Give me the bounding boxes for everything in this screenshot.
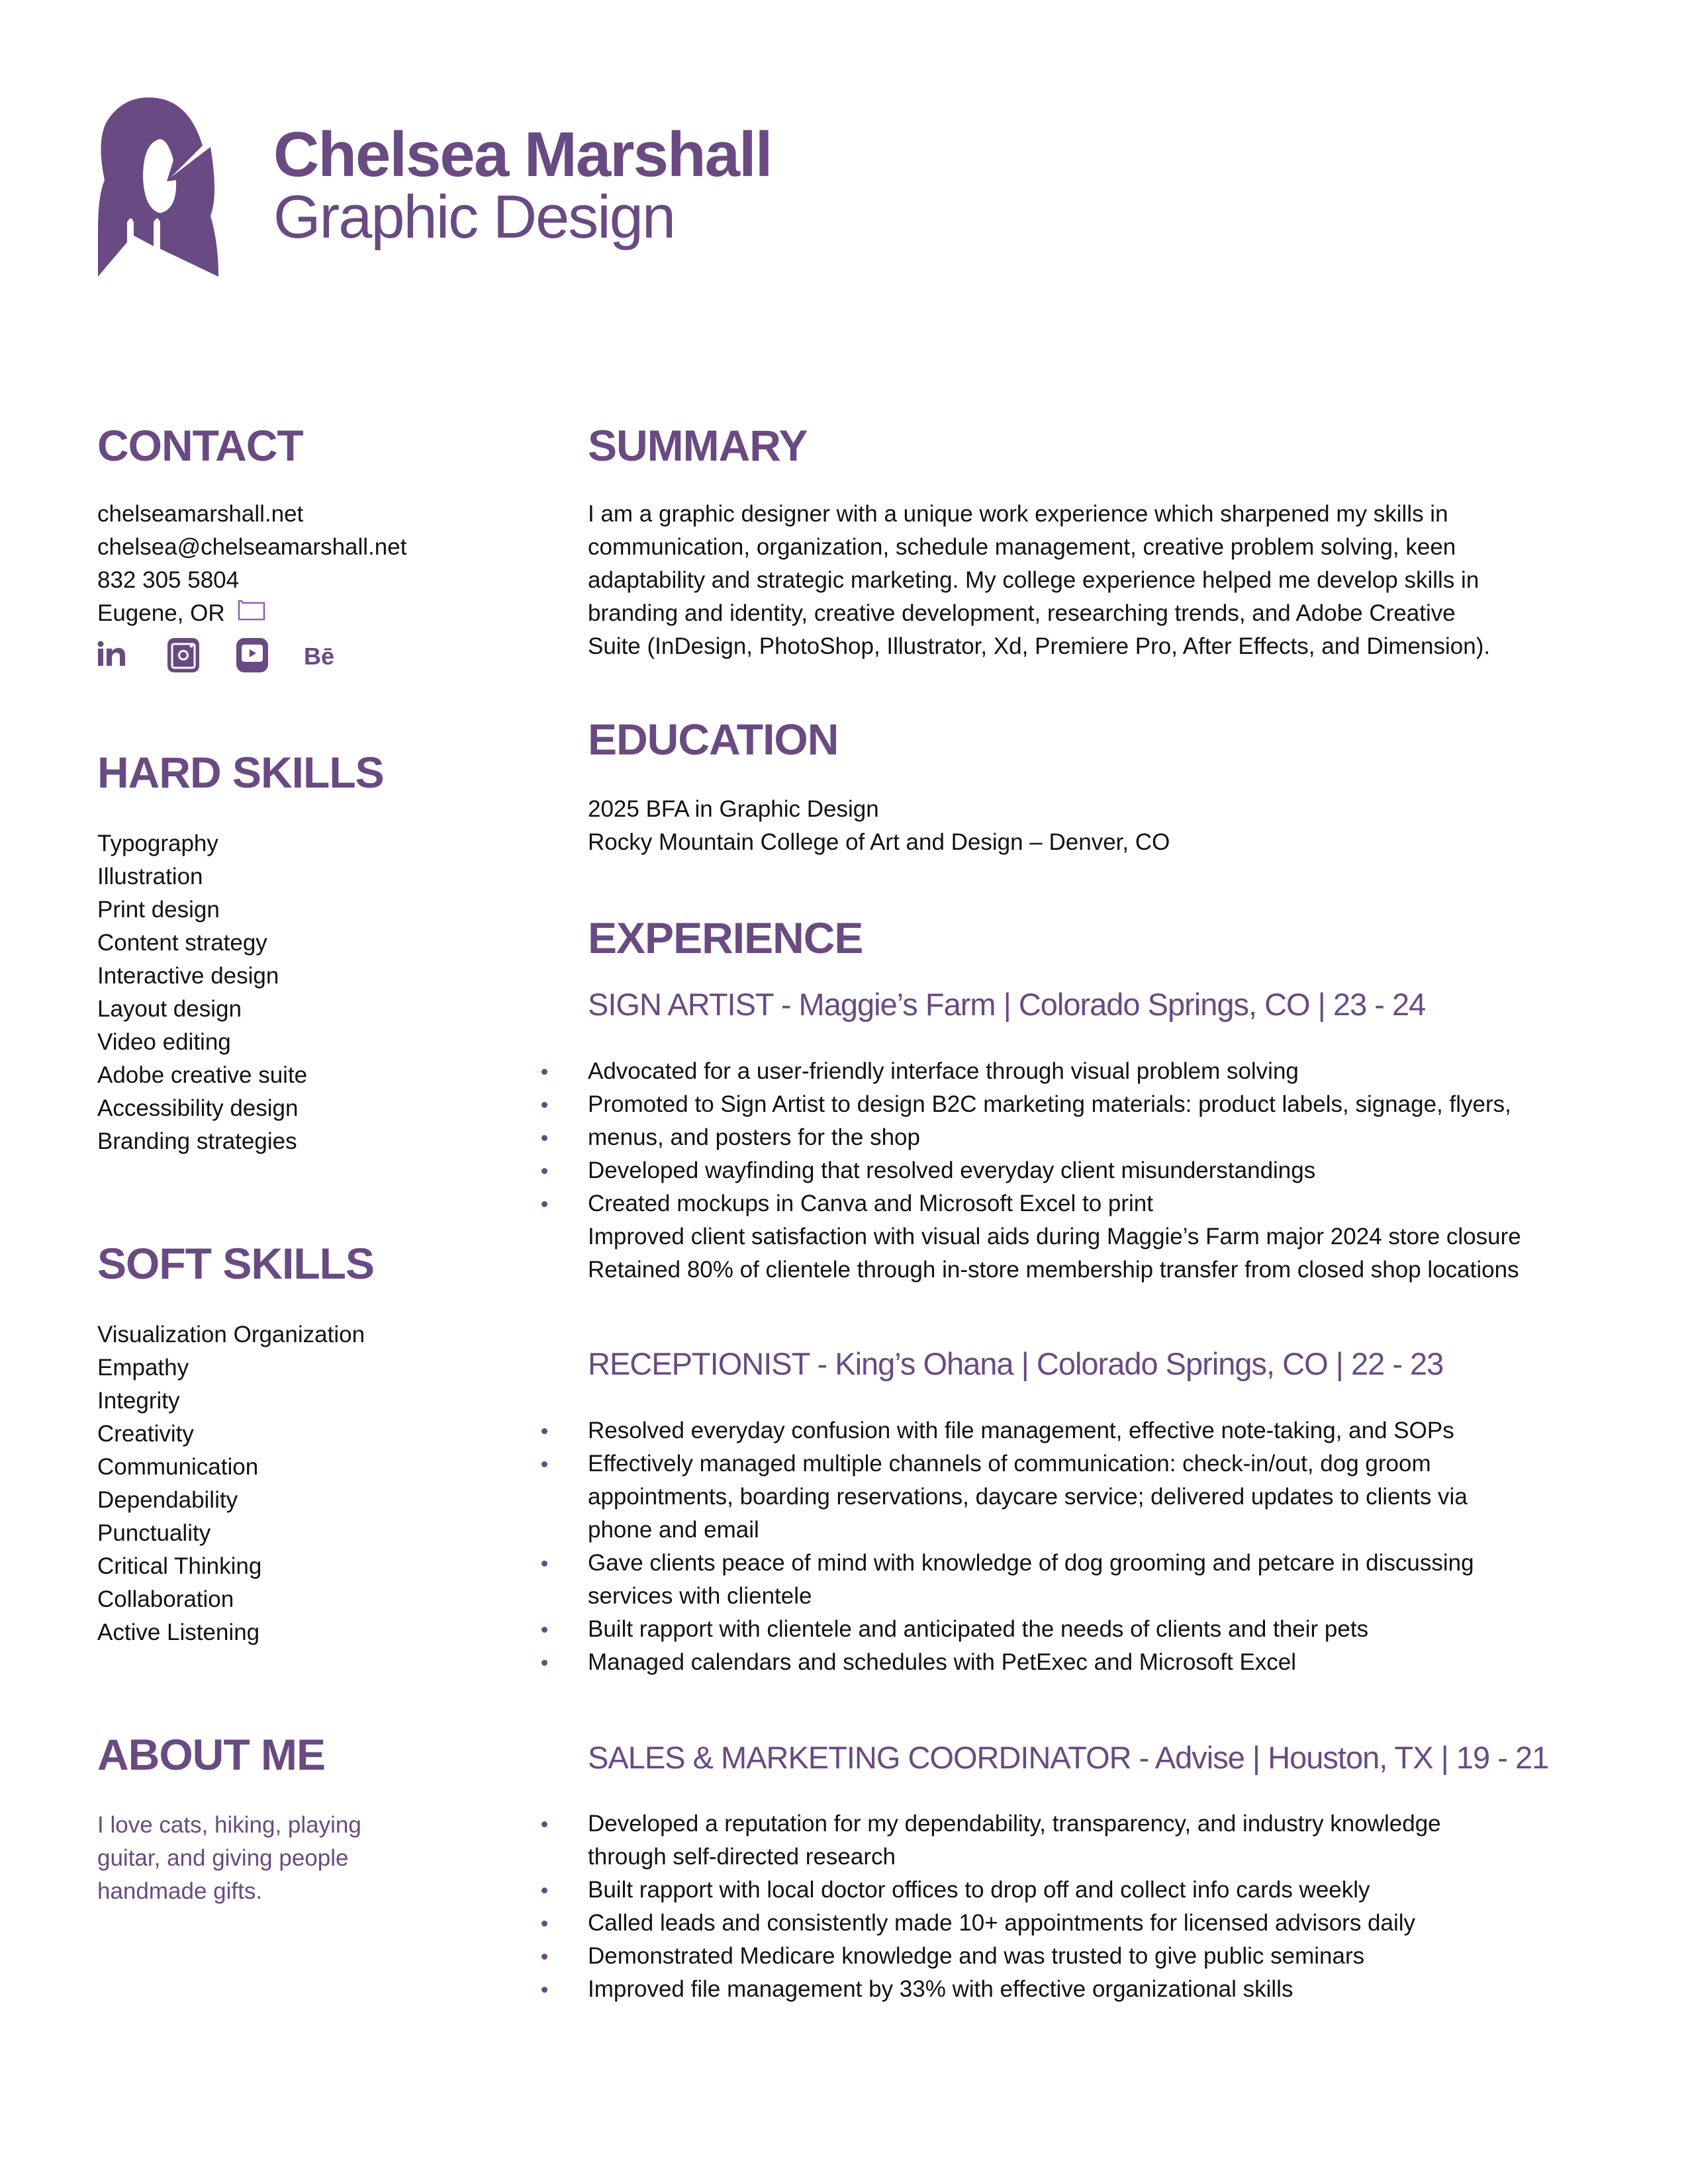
bullet-item	[588, 1480, 1474, 1514]
bullet-icon	[541, 1168, 547, 1174]
summary-text	[588, 498, 1490, 663]
bullet-item	[588, 1154, 1521, 1187]
job-title: RECEPTIONIST - King’s Ohana | Colorado Springs, CO | 22 - 23	[588, 1346, 1444, 1381]
bullet-text: Created mockups in Canva and Microsoft Excel to print	[588, 1191, 1153, 1216]
skill-item: Content strategy	[97, 930, 267, 956]
bullet-item	[588, 1547, 1474, 1580]
education-heading: EDUCATION	[588, 715, 839, 764]
experience-heading: EXPERIENCE	[588, 913, 863, 962]
bullet-text: Retained 80% of clientele through in-store membership transfer from closed shop locations	[588, 1257, 1519, 1283]
social-icons	[97, 637, 373, 676]
bullet-item	[588, 1940, 1441, 1973]
skill-item: Creativity	[97, 1421, 194, 1447]
bullet-item	[588, 1973, 1441, 2006]
about-text	[97, 1809, 361, 1908]
subtitle: Graphic Design	[273, 183, 675, 251]
summary-line: adaptability and strategic marketing. My college experience helped me develop skills in	[588, 567, 1479, 593]
about-heading: ABOUT ME	[97, 1730, 325, 1779]
bullet-item	[588, 1613, 1474, 1646]
bullet-icon	[541, 1201, 547, 1207]
bullet-text: through self-directed research	[588, 1844, 896, 1870]
about-line: guitar, and giving people	[97, 1845, 349, 1871]
bullet-item	[588, 1055, 1521, 1088]
bullet-item	[588, 1646, 1474, 1679]
bullet-item	[588, 1187, 1521, 1220]
bullet-item	[588, 1447, 1474, 1480]
bullet-icon	[541, 1888, 547, 1893]
skill-item: Collaboration	[97, 1586, 234, 1612]
skill-item: Illustration	[97, 864, 203, 889]
skill-item: Visualization Organization	[97, 1322, 365, 1347]
bullet-text: Called leads and consistently made 10+ appointments for licensed advisors daily	[588, 1910, 1416, 1936]
bullet-item	[588, 1807, 1441, 1841]
bullet-item	[588, 1580, 1474, 1613]
skill-item: Interactive design	[97, 963, 279, 989]
bullet-item	[588, 1841, 1441, 1874]
bullet-icon	[541, 1461, 547, 1467]
bullet-text: Built rapport with clientele and anticipated the needs of clients and their pets	[588, 1616, 1369, 1642]
instagram-icon[interactable]	[166, 637, 235, 676]
skill-item: Empathy	[97, 1355, 189, 1381]
job-bullets	[588, 1055, 1521, 1287]
bullet-text: Built rapport with local doctor offices to drop off and collect info cards weekly	[588, 1877, 1370, 1903]
summary-line: branding and identity, creative development, researching trends, and Adobe Creative	[588, 600, 1456, 626]
about-line: handmade gifts.	[97, 1878, 263, 1904]
behance-icon[interactable]	[304, 637, 373, 676]
bullet-icon	[541, 1561, 547, 1567]
bullet-text: appointments, boarding reservations, daycare service; delivered updates to clients via	[588, 1484, 1468, 1510]
skill-item: Accessibility design	[97, 1095, 299, 1121]
about-line: I love cats, hiking, playing	[97, 1812, 361, 1838]
bullet-text: Effectively managed multiple channels of communication: check-in/out, dog groom	[588, 1451, 1431, 1477]
location: Eugene, OR	[97, 597, 406, 630]
bullet-text: Promoted to Sign Artist to design B2C marketing materials: product labels, signage, flyers,	[588, 1091, 1511, 1117]
skill-item: Adobe creative suite	[97, 1062, 308, 1088]
skill-item: Print design	[97, 897, 220, 923]
bullet-text: Advocated for a user-friendly interface through visual problem solving	[588, 1058, 1299, 1084]
education-text	[588, 793, 1170, 859]
oregon-state-icon	[238, 600, 265, 621]
skill-item: Branding strategies	[97, 1128, 297, 1154]
summary-line: communication, organization, schedule management, creative problem solving, keen	[588, 534, 1456, 560]
skill-item: Typography	[97, 831, 218, 856]
bullet-text: Developed wayfinding that resolved everyday client misunderstandings	[588, 1158, 1316, 1183]
bullet-text: Resolved everyday confusion with file management, effective note-taking, and SOPs	[588, 1418, 1454, 1443]
bullet-item	[588, 1088, 1521, 1121]
bullet-text: Managed calendars and schedules with PetExec and Microsoft Excel	[588, 1649, 1297, 1675]
soft-skills-list	[97, 1318, 365, 1649]
bullet-icon	[541, 1954, 547, 1960]
bullet-text: phone and email	[588, 1517, 759, 1543]
bullet-item	[588, 1121, 1521, 1154]
hard-skills-list	[97, 827, 307, 1158]
svg-text:Bē: Bē	[304, 643, 335, 668]
summary-line: Suite (InDesign, PhotoShop, Illustrator, Xd, Premiere Pro, After Effects, and Dimension).	[588, 633, 1491, 659]
bullet-text: Developed a reputation for my dependability, transparency, and industry knowledge	[588, 1811, 1441, 1837]
job-title: SALES & MARKETING COORDINATOR - Advise | Houston, TX | 19 - 21	[588, 1740, 1549, 1775]
contact-heading: CONTACT	[97, 421, 303, 470]
bullet-icon	[541, 1660, 547, 1666]
skill-item: Communication	[97, 1454, 259, 1480]
bullet-item	[588, 1253, 1521, 1287]
youtube-icon[interactable]	[235, 637, 304, 676]
bullet-text: Improved file management by 33% with effective organizational skills	[588, 1976, 1293, 2002]
phone: 832 305 5804	[97, 567, 240, 593]
skill-item: Layout design	[97, 996, 242, 1022]
bullet-icon	[541, 1069, 547, 1075]
summary-heading: SUMMARY	[588, 421, 808, 470]
bullet-item	[588, 1414, 1474, 1447]
email-link[interactable]: chelsea@chelseamarshall.net	[97, 534, 407, 560]
bullet-item	[588, 1907, 1441, 1940]
bullet-icon	[541, 1428, 547, 1434]
bullet-icon	[541, 1987, 547, 1993]
soft-skills-heading: SOFT SKILLS	[97, 1239, 374, 1288]
school: Rocky Mountain College of Art and Design – Denver, CO	[588, 829, 1170, 855]
bullet-text: Gave clients peace of mind with knowledge of dog grooming and petcare in discussing	[588, 1550, 1474, 1576]
bullet-icon	[541, 1821, 547, 1827]
skill-item: Punctuality	[97, 1520, 211, 1546]
logo-icon	[97, 97, 238, 278]
bullet-icon	[541, 1627, 547, 1633]
job-bullets	[588, 1807, 1441, 2006]
degree: 2025 BFA in Graphic Design	[588, 796, 879, 822]
skill-item: Dependability	[97, 1487, 238, 1513]
bullet-item	[588, 1514, 1474, 1547]
bullet-text: menus, and posters for the shop	[588, 1124, 920, 1150]
skill-item: Active Listening	[97, 1619, 260, 1645]
bullet-text: services with clientele	[588, 1583, 812, 1609]
bullet-icon	[541, 1921, 547, 1927]
linkedin-icon[interactable]	[97, 637, 166, 676]
bullet-text: Demonstrated Medicare knowledge and was trusted to give public seminars	[588, 1943, 1365, 1969]
bullet-item	[588, 1220, 1521, 1253]
job-title: SIGN ARTIST - Maggie’s Farm | Colorado Springs, CO | 23 - 24	[588, 987, 1426, 1022]
skill-item: Video editing	[97, 1029, 231, 1055]
bullet-icon	[541, 1102, 547, 1108]
name: Chelsea Marshall	[273, 119, 772, 190]
bullet-text: Improved client satisfaction with visual aids during Maggie’s Farm major 2024 store closure	[588, 1224, 1521, 1250]
skill-item: Integrity	[97, 1388, 180, 1414]
bullet-icon	[541, 1135, 547, 1141]
website-link[interactable]: chelseamarshall.net	[97, 501, 304, 527]
hard-skills-heading: HARD SKILLS	[97, 748, 384, 797]
job-bullets	[588, 1414, 1474, 1679]
bullet-item	[588, 1874, 1441, 1907]
summary-line: I am a graphic designer with a unique work experience which sharpened my skills in	[588, 501, 1448, 527]
skill-item: Critical Thinking	[97, 1553, 262, 1579]
contact-info	[97, 498, 406, 630]
